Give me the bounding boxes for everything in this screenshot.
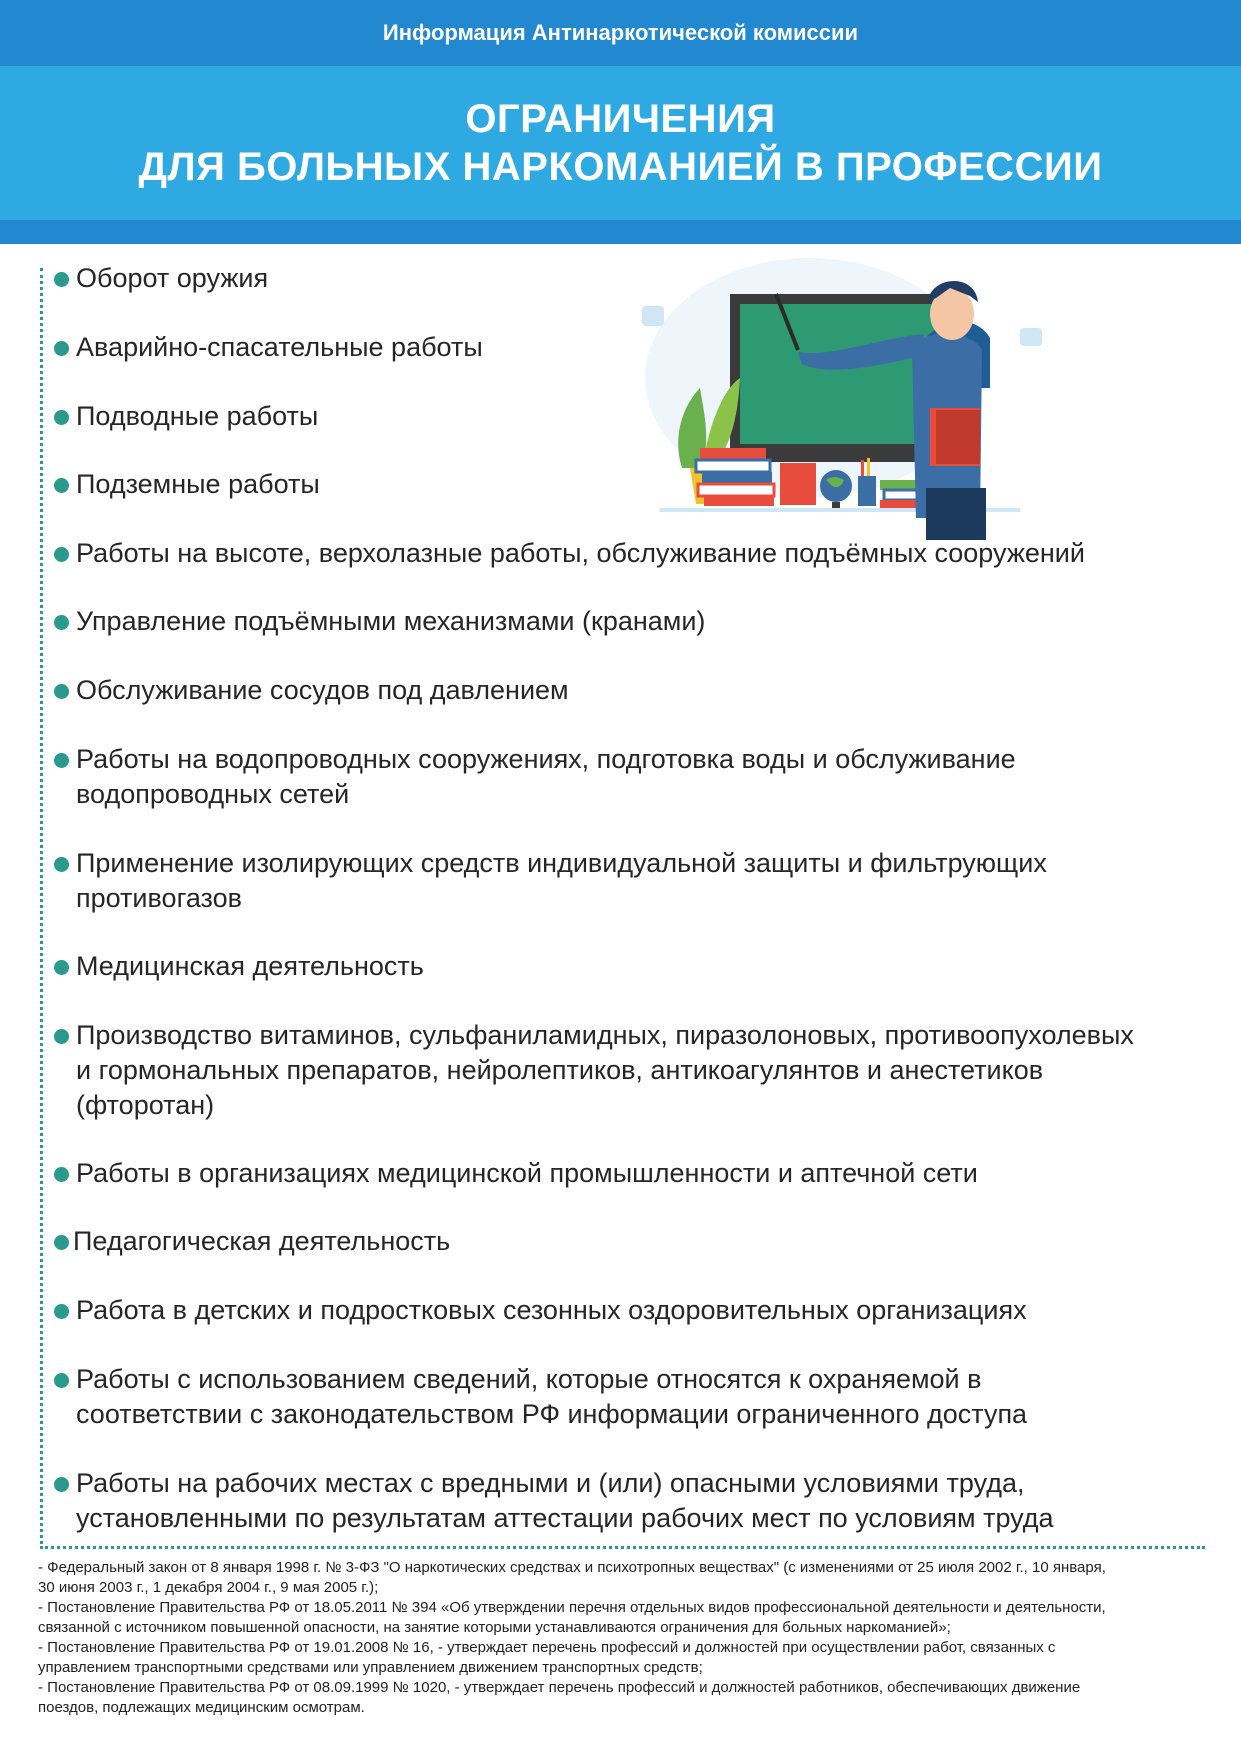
list-item-text: Работы с использованием сведений, которые относятся к охраняемой в соответствии с законодательством РФ информации ограниченного доступа <box>76 1364 1028 1429</box>
page-title-line-2: ДЛЯ БОЛЬНЫХ НАРКОМАНИЕЙ В ПРОФЕССИИ <box>138 145 1103 189</box>
footnote: - Постановление Правительства РФ от 19.01.2008 № 16, - утверждает перечень профессий и должностей при осуществлении работ, связанных с управлением транспортными средствами или управлением движением транспортных средств; <box>38 1639 1056 1676</box>
bullet-dot-icon <box>54 1235 69 1250</box>
bullet-dot-icon <box>54 684 69 699</box>
list-item-text: Работы на водопроводных сооружениях, подготовка воды и обслуживание водопроводных сетей <box>76 744 1016 809</box>
list-item <box>54 261 268 296</box>
bullet-dot-icon <box>54 1167 69 1182</box>
list-item <box>54 673 569 708</box>
bullet-dot-icon <box>54 857 69 872</box>
bullet-dot-icon <box>54 1029 69 1044</box>
bullet-dot-icon <box>54 478 69 493</box>
list-item-text: Обслуживание сосудов под давлением <box>76 675 569 705</box>
list-item-text: Работа в детских и подростковых сезонных оздоровительных организациях <box>76 1295 1027 1325</box>
list-item <box>54 846 1047 916</box>
list-item <box>54 399 318 434</box>
left-dotted-divider <box>40 268 43 1544</box>
footnote: - Постановление Правительства РФ от 18.05.2011 № 394 «Об утверждении перечня отдельных видов профессиональной деятельности и деятельности, связанной с источником повышенной опасности, на занятие которыми устанавливаются ограничения для больных наркоманией»; <box>38 1599 1106 1636</box>
footnote: - Постановление Правительства РФ от 08.09.1999 № 1020, - утверждает перечень профессий и должностей работников, обеспечивающих движение поездов, подлежащих медицинским осмотрам. <box>38 1679 1081 1716</box>
teacher-at-chalkboard-illustration <box>630 258 1070 540</box>
list-item-text: Подводные работы <box>76 401 319 431</box>
bottom-dotted-divider <box>40 1546 1205 1549</box>
list-item-text: Работы на высоте, верхолазные работы, обслуживание подъёмных сооружений <box>76 538 1085 568</box>
list-item-text: Оборот оружия <box>76 263 269 293</box>
bullet-dot-icon <box>54 341 69 356</box>
list-item <box>54 1362 1027 1432</box>
header-bar <box>0 0 1241 66</box>
list-item-text: Аварийно-спасательные работы <box>76 332 483 362</box>
bullet-dot-icon <box>54 753 69 768</box>
list-item <box>54 330 483 365</box>
list-item <box>54 1018 1134 1123</box>
list-item-text: Педагогическая деятельность <box>73 1226 451 1256</box>
legal-footnotes <box>38 1558 1208 1718</box>
bullet-dot-icon <box>54 1373 69 1388</box>
title-banner-bottom-strip <box>0 220 1241 244</box>
list-item-text: Применение изолирующих средств индивидуальной защиты и фильтрующих противогазов <box>76 848 1047 913</box>
list-item-text: Работы в организациях медицинской промышленности и аптечной сети <box>76 1158 978 1188</box>
page-title-line-1: ОГРАНИЧЕНИЯ <box>465 97 776 141</box>
list-item <box>54 467 320 502</box>
list-item <box>54 949 424 984</box>
list-item <box>54 1224 450 1259</box>
bullet-dot-icon <box>54 272 69 287</box>
title-banner <box>0 66 1241 220</box>
list-item-text: Управление подъёмными механизмами (кранами) <box>76 606 706 636</box>
list-item-text: Работы на рабочих местах с вредными и (или) опасными условиями труда, установленными по результатам аттестации рабочих мест по условиям труда <box>76 1468 1054 1533</box>
bullet-dot-icon <box>54 960 69 975</box>
list-item-text: Медицинская деятельность <box>76 951 424 981</box>
list-item-text: Производство витаминов, сульфаниламидных, пиразолоновых, противоопухолевых и гормональных препаратов, нейролептиков, антикоагулянтов и анестетиков (фторотан) <box>76 1020 1134 1120</box>
header-subtitle: Информация Антинаркотической комиссии <box>382 20 859 45</box>
list-item <box>54 742 1016 812</box>
bullet-dot-icon <box>54 547 69 562</box>
bullet-dot-icon <box>54 410 69 425</box>
bullet-dot-icon <box>54 1477 69 1492</box>
bullet-dot-icon <box>54 615 69 630</box>
list-item <box>54 604 705 639</box>
list-item <box>54 1293 1027 1328</box>
list-item <box>54 536 1085 571</box>
bullet-dot-icon <box>54 1304 69 1319</box>
list-item-text: Подземные работы <box>76 469 320 499</box>
list-item <box>54 1156 978 1191</box>
footnote: - Федеральный закон от 8 января 1998 г. № 3-ФЗ "О наркотических средствах и психотропных веществах" (с изменениями от 25 июля 2002 г., 10 января, 30 июня 2003 г., 1 декабря 2004 г., 9 мая 2005 г.); <box>38 1559 1106 1596</box>
list-item <box>54 1466 1054 1536</box>
